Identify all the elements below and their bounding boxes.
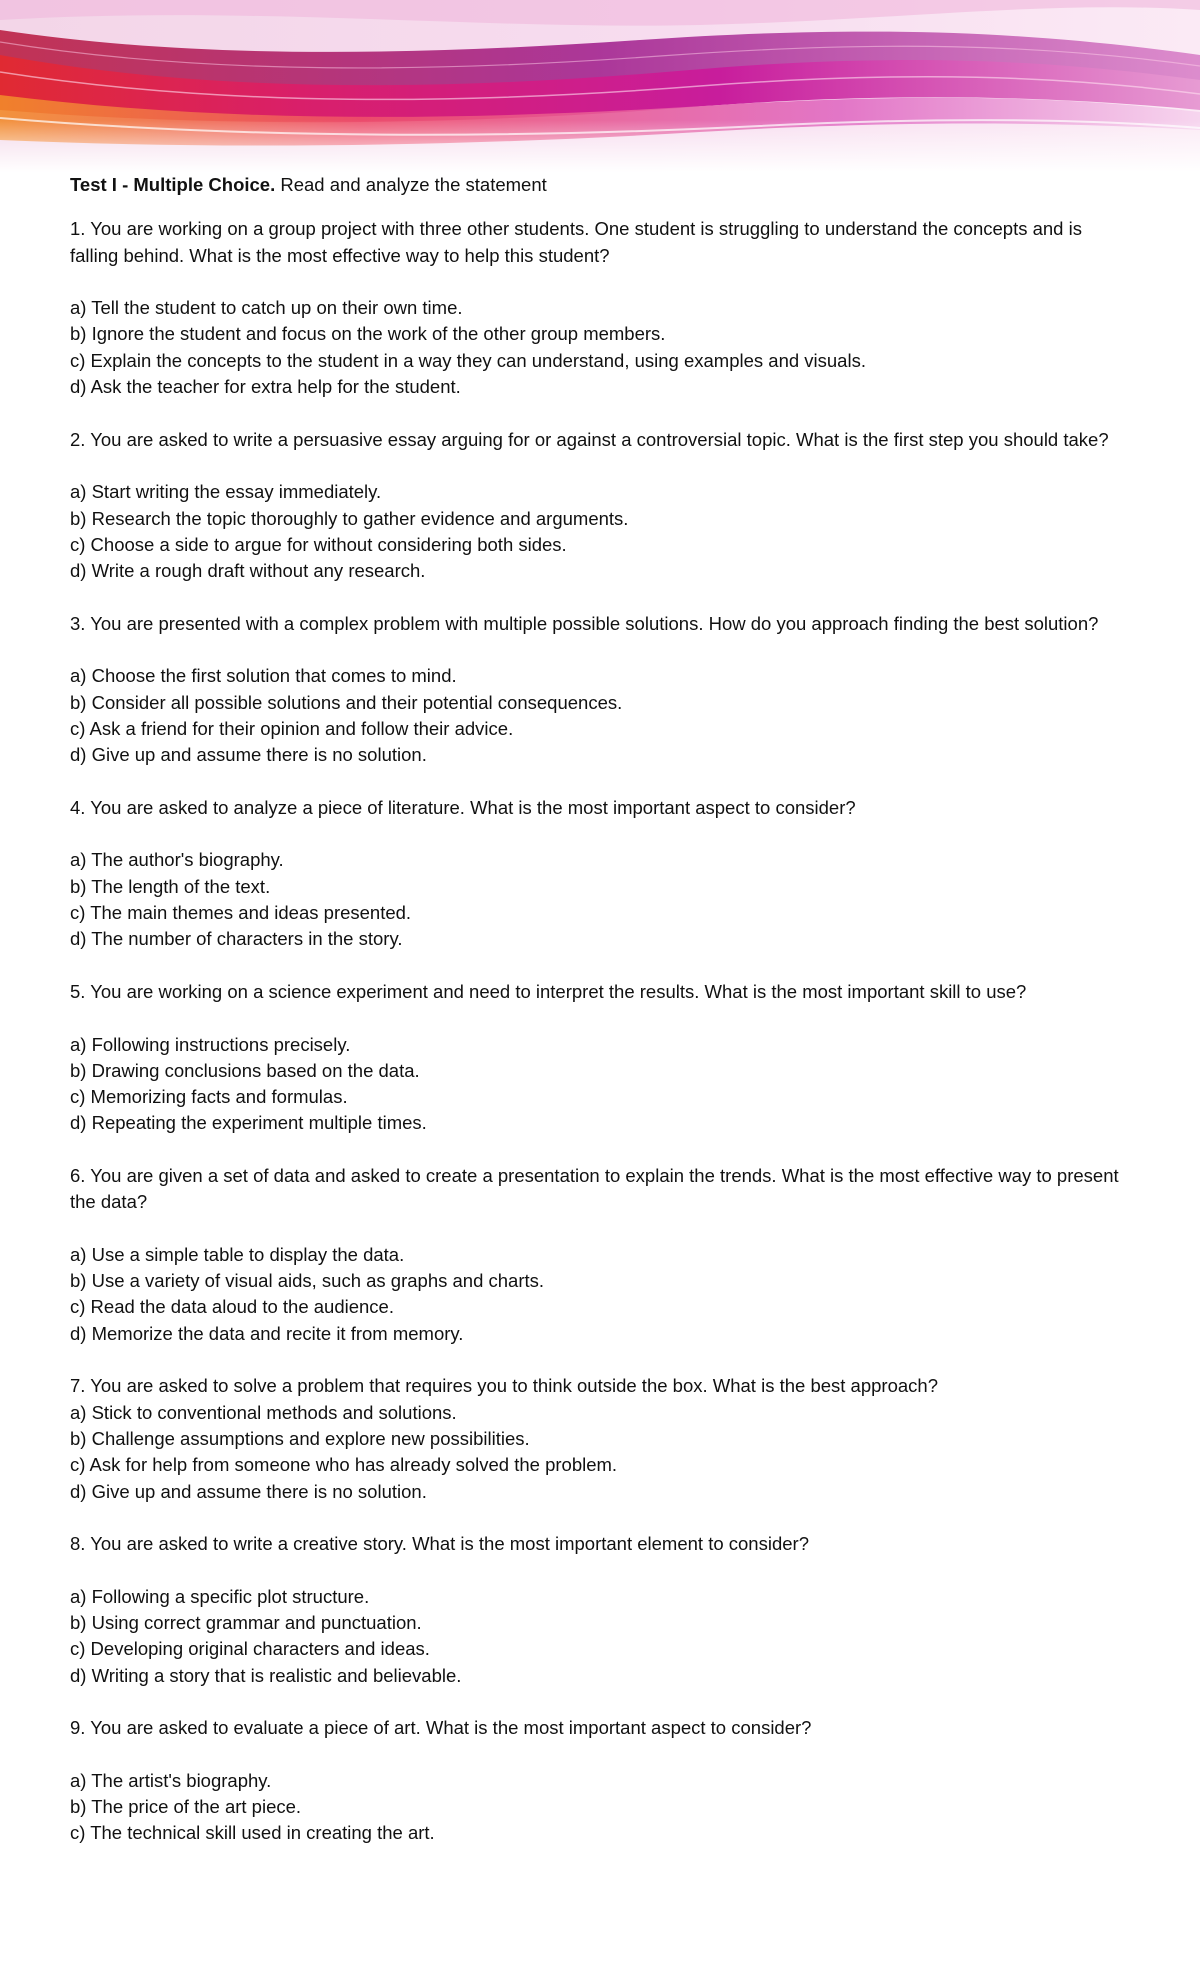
question-spacer bbox=[70, 1742, 1130, 1768]
question-7 bbox=[70, 1373, 1130, 1504]
answer-option: b) Consider all possible solutions and their potential consequences. bbox=[70, 691, 623, 713]
question-spacer bbox=[70, 1216, 1130, 1242]
question-spacer bbox=[70, 453, 1130, 479]
answer-option: a) The artist's biography. bbox=[70, 1769, 272, 1791]
answer-option: d) Writing a story that is realistic and believable. bbox=[70, 1664, 462, 1686]
question-text: 5. You are working on a science experiment and need to interpret the results. What is the most important skill to use? bbox=[70, 980, 1027, 1002]
answer-option: a) The author's biography. bbox=[70, 849, 284, 871]
answer-option: b) Drawing conclusions based on the data. bbox=[70, 1059, 420, 1081]
answer-option: a) Choose the first solution that comes to mind. bbox=[70, 665, 457, 687]
question-spacer bbox=[70, 1005, 1130, 1031]
question-spacer bbox=[70, 821, 1130, 847]
question-text: 7. You are asked to solve a problem that requires you to think outside the box. What is the best approach? bbox=[70, 1375, 938, 1397]
answer-option: c) Read the data aloud to the audience. bbox=[70, 1296, 394, 1318]
answer-option: a) Tell the student to catch up on their own time. bbox=[70, 297, 463, 319]
answer-option: b) Challenge assumptions and explore new possibilities. bbox=[70, 1427, 530, 1449]
answer-option: c) Ask a friend for their opinion and follow their advice. bbox=[70, 717, 514, 739]
question-text: 2. You are asked to write a persuasive essay arguing for or against a controversial topic. What is the first step you should take? bbox=[70, 428, 1109, 450]
answer-option: d) Repeating the experiment multiple times. bbox=[70, 1112, 427, 1134]
question-text: 9. You are asked to evaluate a piece of art. What is the most important aspect to consider? bbox=[70, 1717, 812, 1739]
question-text: 8. You are asked to write a creative story. What is the most important element to consider? bbox=[70, 1533, 809, 1555]
question-text: 4. You are asked to analyze a piece of literature. What is the most important aspect to consider? bbox=[70, 796, 856, 818]
answer-option: b) Ignore the student and focus on the work of the other group members. bbox=[70, 323, 666, 345]
answer-option: a) Use a simple table to display the data. bbox=[70, 1243, 405, 1265]
test-instruction: Read and analyze the statement bbox=[275, 174, 547, 195]
answer-option: a) Following instructions precisely. bbox=[70, 1033, 351, 1055]
question-6 bbox=[70, 1163, 1130, 1347]
test-document bbox=[70, 172, 1130, 1873]
answer-option: b) The length of the text. bbox=[70, 875, 271, 897]
decorative-wave-banner bbox=[0, 0, 1200, 172]
question-5 bbox=[70, 979, 1130, 1137]
answer-option: d) Ask the teacher for extra help for the student. bbox=[70, 376, 461, 398]
question-text: 3. You are presented with a complex problem with multiple possible solutions. How do you approach finding the best solution? bbox=[70, 612, 1099, 634]
answer-option: b) The price of the art piece. bbox=[70, 1796, 302, 1818]
question-spacer bbox=[70, 269, 1130, 295]
answer-option: d) Write a rough draft without any research. bbox=[70, 560, 426, 582]
question-text: 6. You are given a set of data and asked to create a presentation to explain the trends. What is the most effective way to present the data? bbox=[70, 1164, 1119, 1213]
test-heading bbox=[70, 172, 1130, 198]
answer-option: b) Use a variety of visual aids, such as graphs and charts. bbox=[70, 1270, 545, 1292]
question-spacer bbox=[70, 637, 1130, 663]
answer-option: c) The main themes and ideas presented. bbox=[70, 902, 412, 924]
answer-option: c) Choose a side to argue for without considering both sides. bbox=[70, 533, 567, 555]
question-spacer bbox=[70, 1557, 1130, 1583]
question-4 bbox=[70, 795, 1130, 953]
answer-option: d) Give up and assume there is no solution. bbox=[70, 744, 427, 766]
answer-option: c) Developing original characters and ideas. bbox=[70, 1638, 430, 1660]
answer-option: a) Stick to conventional methods and solutions. bbox=[70, 1401, 457, 1423]
answer-option: c) The technical skill used in creating the art. bbox=[70, 1822, 435, 1844]
answer-option: b) Research the topic thoroughly to gather evidence and arguments. bbox=[70, 507, 629, 529]
answer-option: c) Ask for help from someone who has already solved the problem. bbox=[70, 1454, 618, 1476]
answer-option: a) Following a specific plot structure. bbox=[70, 1585, 370, 1607]
question-1 bbox=[70, 216, 1130, 400]
question-8 bbox=[70, 1531, 1130, 1689]
test-title: Test I - Multiple Choice. bbox=[70, 174, 276, 195]
question-2 bbox=[70, 427, 1130, 585]
answer-option: d) Give up and assume there is no solution. bbox=[70, 1480, 427, 1502]
answer-option: d) Memorize the data and recite it from memory. bbox=[70, 1322, 464, 1344]
answer-option: c) Explain the concepts to the student in a way they can understand, using examples and visuals. bbox=[70, 349, 866, 371]
question-list bbox=[70, 216, 1130, 1846]
answer-option: c) Memorizing facts and formulas. bbox=[70, 1086, 348, 1108]
answer-option: a) Start writing the essay immediately. bbox=[70, 481, 382, 503]
answer-option: b) Using correct grammar and punctuation. bbox=[70, 1612, 422, 1634]
question-3 bbox=[70, 611, 1130, 769]
question-text: 1. You are working on a group project with three other students. One student is struggling to understand the concepts and is falling behind. What is the most effective way to help this student? bbox=[70, 218, 1082, 266]
answer-option: d) The number of characters in the story. bbox=[70, 928, 403, 950]
question-9 bbox=[70, 1715, 1130, 1846]
header-banner bbox=[0, 0, 1200, 172]
